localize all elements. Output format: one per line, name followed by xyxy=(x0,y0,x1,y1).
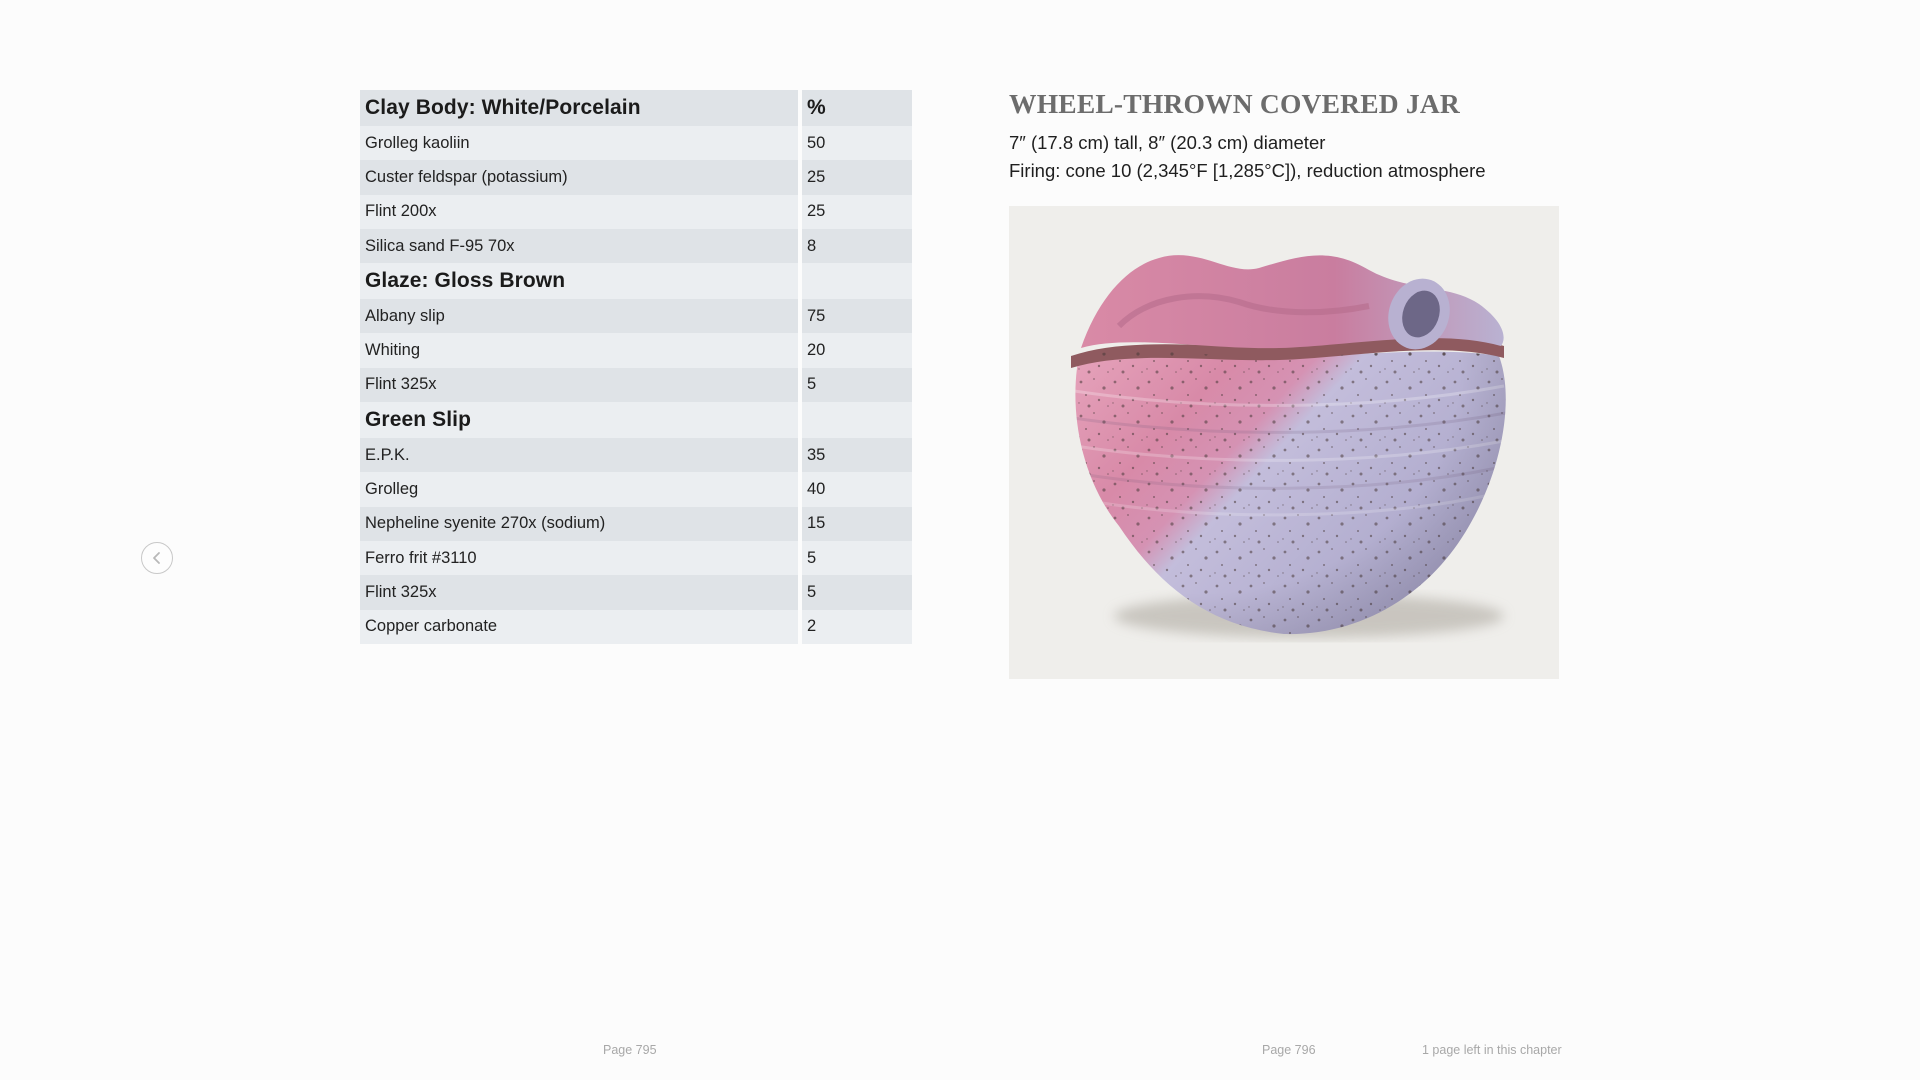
ingredient-percent: 40 xyxy=(802,472,912,506)
ingredient-percent: 15 xyxy=(802,507,912,541)
ingredient-name: Flint 325x xyxy=(360,368,798,402)
ingredient-name: Flint 200x xyxy=(360,195,798,229)
ingredient-percent: 75 xyxy=(802,299,912,333)
jar-firing: Firing: cone 10 (2,345°F [1,285°C]), reduction atmosphere xyxy=(1009,160,1486,181)
ingredient-name: Grolleg kaoliin xyxy=(360,126,798,160)
ingredient-percent: 35 xyxy=(802,438,912,472)
table-row xyxy=(360,541,912,575)
section-title: Green Slip xyxy=(360,402,798,438)
table-row xyxy=(360,333,912,367)
covered-jar-illustration xyxy=(1009,206,1559,679)
table-row xyxy=(360,126,912,160)
ingredient-name: Whiting xyxy=(360,333,798,367)
percent-header xyxy=(802,263,912,299)
table-row xyxy=(360,195,912,229)
ingredient-percent: 5 xyxy=(802,575,912,609)
table-row xyxy=(360,160,912,194)
ingredient-percent: 50 xyxy=(802,126,912,160)
ingredient-name: Ferro frit #3110 xyxy=(360,541,798,575)
ingredient-percent: 8 xyxy=(802,229,912,263)
table-row xyxy=(360,229,912,263)
chevron-left-icon xyxy=(150,551,164,565)
table-row xyxy=(360,299,912,333)
section-title: Clay Body: White/Porcelain xyxy=(360,90,798,126)
ingredient-name: E.P.K. xyxy=(360,438,798,472)
section-title: Glaze: Gloss Brown xyxy=(360,263,798,299)
ingredient-percent: 5 xyxy=(802,541,912,575)
jar-title: WHEEL-THROWN COVERED JAR xyxy=(1009,88,1460,119)
ingredient-name: Nepheline syenite 270x (sodium) xyxy=(360,507,798,541)
table-section-header xyxy=(360,263,912,299)
percent-header: % xyxy=(802,90,912,126)
ingredient-percent: 5 xyxy=(802,368,912,402)
ingredient-name: Silica sand F-95 70x xyxy=(360,229,798,263)
table-row xyxy=(360,507,912,541)
ingredient-percent: 25 xyxy=(802,195,912,229)
ingredient-percent: 20 xyxy=(802,333,912,367)
table-row xyxy=(360,368,912,402)
page-number-left: Page 795 xyxy=(603,1043,657,1057)
prev-page-button[interactable] xyxy=(141,542,173,574)
ingredient-name: Copper carbonate xyxy=(360,610,798,644)
table-row xyxy=(360,610,912,644)
ingredient-name: Flint 325x xyxy=(360,575,798,609)
page-number-right: Page 796 xyxy=(1262,1043,1316,1057)
ingredient-name: Grolleg xyxy=(360,472,798,506)
recipe-table xyxy=(356,90,916,644)
jar-photo xyxy=(1009,206,1559,679)
table-section-header xyxy=(360,402,912,438)
jar-dimensions: 7″ (17.8 cm) tall, 8″ (20.3 cm) diameter xyxy=(1009,132,1326,153)
ingredient-percent: 2 xyxy=(802,610,912,644)
ingredient-percent: 25 xyxy=(802,160,912,194)
table-row xyxy=(360,472,912,506)
percent-header xyxy=(802,402,912,438)
table-section-header xyxy=(360,90,912,126)
table-row xyxy=(360,438,912,472)
table-row xyxy=(360,575,912,609)
ingredient-name: Albany slip xyxy=(360,299,798,333)
ingredient-name: Custer feldspar (potassium) xyxy=(360,160,798,194)
pages-remaining: 1 page left in this chapter xyxy=(1422,1043,1562,1057)
